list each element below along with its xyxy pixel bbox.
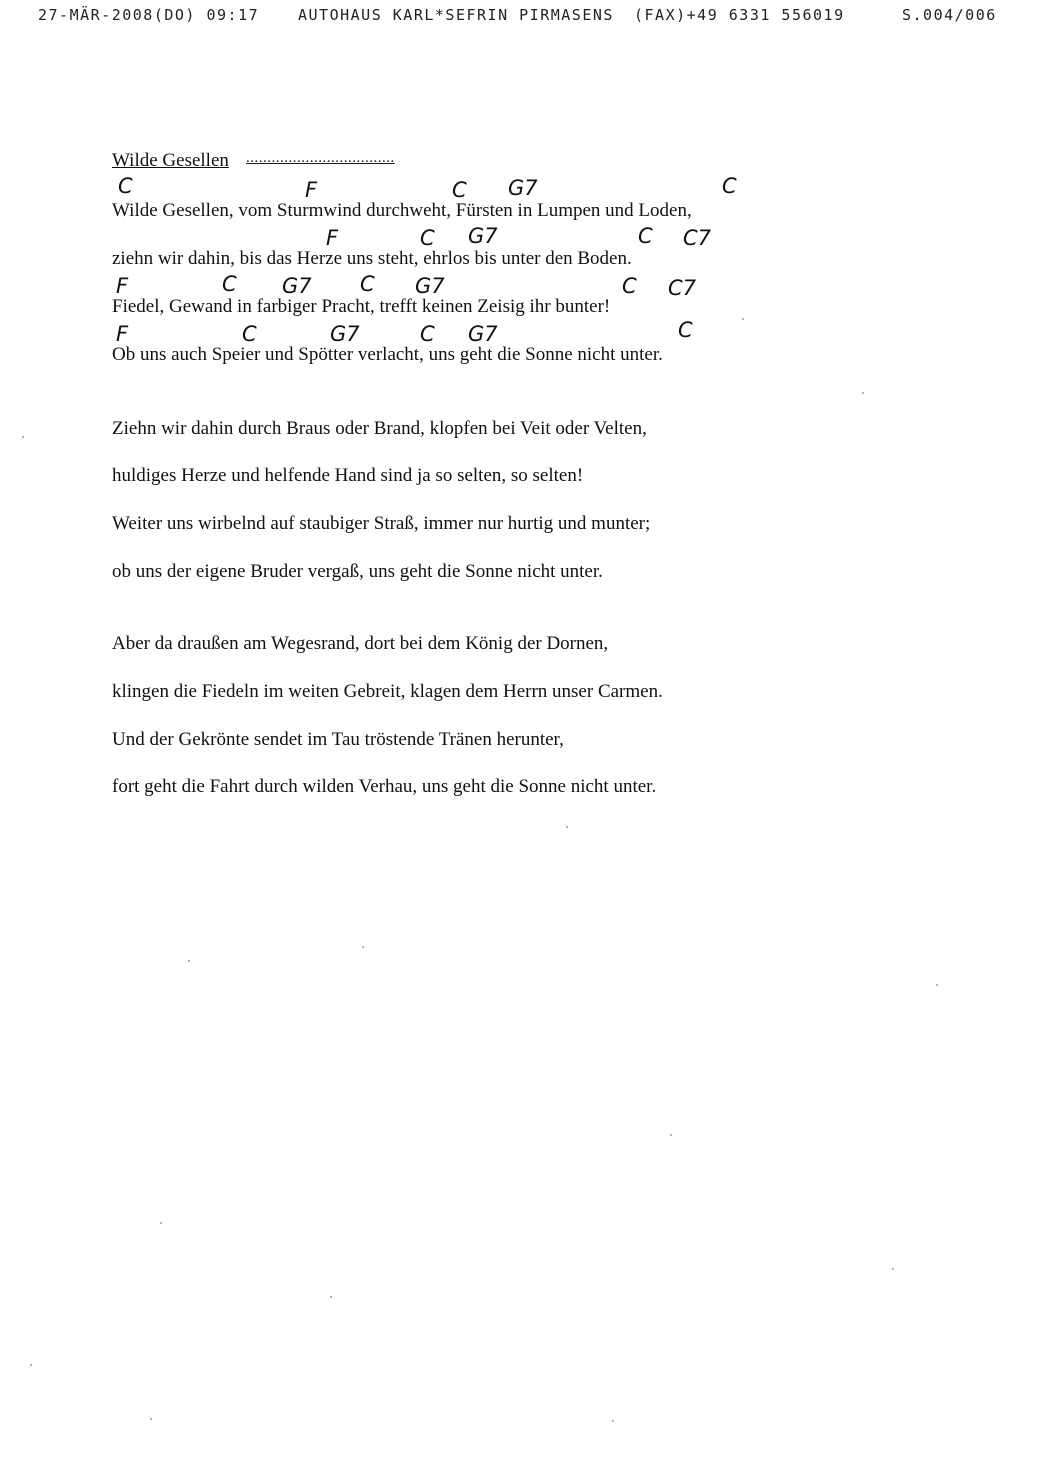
scan-speck xyxy=(566,826,568,828)
lyric-line: Weiter uns wirbelnd auf staubiger Straß, immer nur hurtig und munter; xyxy=(112,513,651,534)
chord: C xyxy=(622,274,637,298)
chord: C7 xyxy=(683,226,712,250)
scan-speck xyxy=(670,1134,672,1136)
chord: G7 xyxy=(415,274,445,298)
chord: G7 xyxy=(468,224,498,248)
fax-sender: AUTOHAUS KARL*SEFRIN PIRMASENS xyxy=(298,6,614,24)
scan-speck xyxy=(188,960,190,962)
chord: C xyxy=(242,322,257,346)
chord: G7 xyxy=(282,274,312,298)
chord: F xyxy=(305,178,318,202)
scan-speck xyxy=(330,1296,332,1298)
chord: C xyxy=(360,272,375,296)
title-dots: ................................... xyxy=(246,150,395,166)
chord: C xyxy=(678,318,693,342)
song-title: Wilde Gesellen xyxy=(112,150,229,171)
lyric-line: ziehn wir dahin, bis das Herze uns steht, ehrlos bis unter den Boden. xyxy=(112,248,632,269)
lyric-line: Wilde Gesellen, vom Sturmwind durchweht, Fürsten in Lumpen und Loden, xyxy=(112,200,692,221)
chord: F xyxy=(326,226,339,250)
chord: C xyxy=(452,178,467,202)
scan-speck xyxy=(22,436,24,438)
lyric-line: Fiedel, Gewand in farbiger Pracht, trefft keinen Zeisig ihr bunter! xyxy=(112,296,611,317)
fax-datetime: 27-MÄR-2008(DO) 09:17 xyxy=(38,6,260,24)
scan-speck xyxy=(160,1222,162,1224)
lyric-line: Ob uns auch Speier und Spötter verlacht, uns geht die Sonne nicht unter. xyxy=(112,344,663,365)
scan-speck xyxy=(612,1420,614,1422)
chord: F xyxy=(116,274,129,298)
lyric-line: Ziehn wir dahin durch Braus oder Brand, klopfen bei Veit oder Velten, xyxy=(112,418,647,439)
scan-speck xyxy=(742,318,744,320)
scan-speck xyxy=(150,1418,152,1420)
chord: C xyxy=(420,226,435,250)
chord: G7 xyxy=(468,322,498,346)
fax-number: (FAX)+49 6331 556019 xyxy=(634,6,845,24)
scan-speck xyxy=(362,946,364,948)
lyric-line: Und der Gekrönte sendet im Tau tröstende Tränen herunter, xyxy=(112,729,564,750)
fax-page-number: S.004/006 xyxy=(902,6,997,24)
chord: C xyxy=(118,174,133,198)
chord: G7 xyxy=(508,176,538,200)
scan-speck xyxy=(936,984,938,986)
scan-speck xyxy=(30,1364,32,1366)
lyric-line: huldiges Herze und helfende Hand sind ja so selten, so selten! xyxy=(112,465,584,486)
scan-speck xyxy=(862,392,864,394)
chord: C xyxy=(420,322,435,346)
lyric-line: fort geht die Fahrt durch wilden Verhau, uns geht die Sonne nicht unter. xyxy=(112,776,657,797)
chord: G7 xyxy=(330,322,360,346)
lyric-line: Aber da draußen am Wegesrand, dort bei dem König der Dornen, xyxy=(112,633,609,654)
scan-speck xyxy=(892,1268,894,1270)
chord: F xyxy=(116,322,129,346)
chord: C xyxy=(722,174,737,198)
lyric-line: ob uns der eigene Bruder vergaß, uns geht die Sonne nicht unter. xyxy=(112,561,603,582)
chord: C xyxy=(638,224,653,248)
lyric-line: klingen die Fiedeln im weiten Gebreit, klagen dem Herrn unser Carmen. xyxy=(112,681,663,702)
fax-header xyxy=(0,6,1040,28)
chord: C xyxy=(222,272,237,296)
chord: C7 xyxy=(668,276,697,300)
